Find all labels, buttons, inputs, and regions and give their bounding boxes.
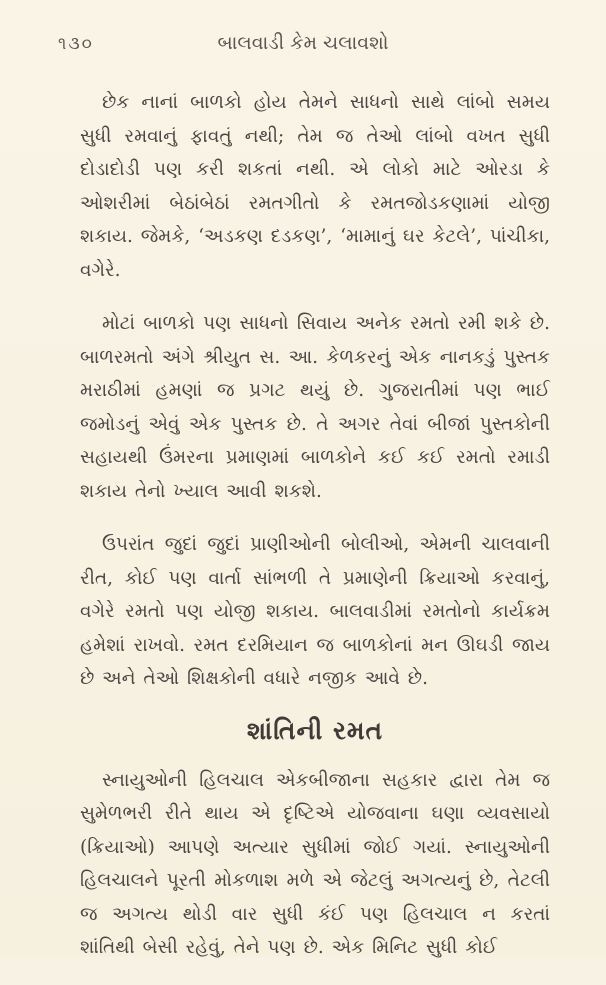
- section-heading: શાંતિની રમત: [246, 715, 384, 745]
- paragraph-older-children: મોટાં બાળકો પણ સાધનો સિવાય અનેક રમતો રમી શકે છે. બાળરમતો અંગે શ્રીયુત સ. આ. કેળકરનું એક નાનકડું પુસ્તક મરાઠીમાં હમણાં જ પ્રગટ થયું છે. ગુજરાતીમાં પણ ભાઈ જમોડનું એવું એક પુસ્તક છે. તે અગર તેવાં બીજાં પુસ્તકોની સહાયથી ઉંમરના પ્રમાણમાં બાળકોને કઈ કઈ રમતો રમાડી શકાય તેનો ખ્યાલ આવી શકશે.: [80, 313, 550, 502]
- page-body: [80, 86, 550, 985]
- page-number: ૧૩૦: [58, 34, 94, 54]
- paragraph-small-children: છેક નાનાં બાળકો હોય તેમને સાધનો સાથે લાંબો સમય સુધી રમવાનું ફાવતું નથી; તેમ જ તેઓ લાંબો વખત સુધી દોડાદોડી પણ કરી શકતાં નથી. એ લોકો માટે ઓરડા કે ઓશરીમાં બેઠાંબેઠાં રમતગીતો કે રમતજોડકણામાં યોજી શકાય. જેમકે, ‘અડકણ દડકણ’, ‘મામાનું ઘર કેટલે’, પાંચીકા, વગેરે.: [80, 92, 550, 281]
- page-header: [0, 28, 606, 58]
- running-title: બાલવાડી કેમ ચલાવશો: [217, 32, 389, 54]
- paragraph-quiet-game: સ્નાયુઓની હિલચાલ એકબીજાના સહકાર દ્વારા તેમ જ સુમેળભરી રીતે થાય એ દૃષ્ટિએ યોજવાના ઘણા વ્યવસાયો (ક્રિયાઓ) આપણે અત્યાર સુધીમાં જોઈ ગયાં. સ્નાયુઓની હિલચાલને પૂરતી મોકળાશ મળે એ જેટલું અગત્યનું છે, તેટલી જ અગત્ય થોડી વાર સુધી કંઈ પણ હિલચાલ ન કરતાં શાંતિથી બેસી રહેવું, તેને પણ છે. એક મિનિટ સુધી કોઈ: [80, 769, 550, 958]
- paragraph-animal-games: ઉપરાંત જુદાં જુદાં પ્રાણીઓની બોલીઓ, એમની ચાલવાની રીત, કોઈ પણ વાર્તા સાંભળી તે પ્રમાણેની ક્રિયાઓ કરવાનું, વગેરે રમતો પણ યોજી શકાય. બાલવાડીમાં રમતોનો કાર્યક્રમ હમેશાં રાખવો. રમત દરમિયાન જ બાળકોનાં મન ઊઘડી જાય છે અને તેઓ શિક્ષકોની વધારે નજીક આવે છે.: [80, 534, 550, 689]
